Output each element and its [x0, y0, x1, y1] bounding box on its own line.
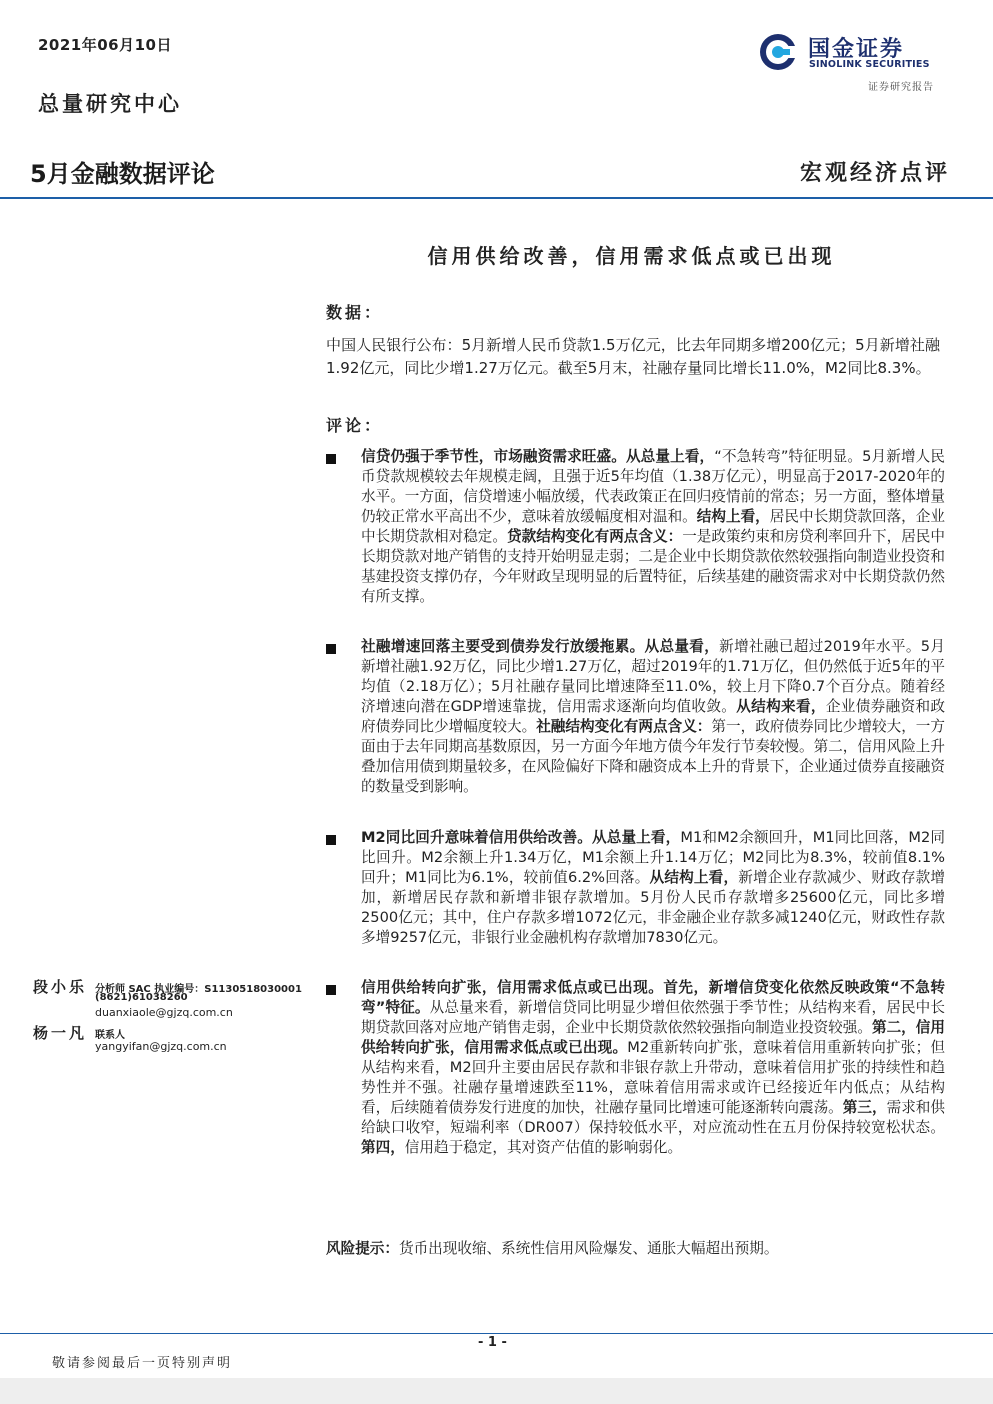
contact-role: 联系人 [95, 1030, 125, 1041]
department-name: 总量研究中心 [38, 91, 182, 116]
data-paragraph: 中国人民银行公布：5月新增人民币贷款1.5万亿元，比去年同期多增200亿元；5月新增社融1.92亿元，同比少增1.27万亿元。截至5月末，社融存量同比增长11.0%，M2同比8.3%。 [326, 336, 940, 377]
contact-email[interactable]: yangyifan@gjzq.com.cn [95, 1040, 227, 1053]
header-divider [0, 197, 993, 199]
bullet-paragraph [361, 978, 945, 1158]
bullet-text-segment: 第一，政府债券同比少增较大，一方面由于去年同期高基数原因，另一方面今年地方债今年发行节奏较慢。第二，信用风险上升叠加信用债到期量较多，在风险偏好下降和融资成本上升的背景下，企业通过债券直接融资的数量受到影响。 [361, 718, 945, 795]
bullet-lead: 信用供给转向扩张，信用需求低点或已出现。首先，新增信贷变化依然反映政策“不急转弯”特征。 [361, 979, 945, 1016]
bullet-square-icon [326, 835, 336, 845]
risk-note [326, 1238, 946, 1260]
report-title: 5月金融数据评论 [30, 160, 215, 188]
bullet-text-segment: 居民中长期贷款回落，企业中长期贷款相对稳定。 [361, 508, 945, 545]
company-logo [758, 30, 948, 76]
bullet-text-segment: 企业债券融资和政府债券同比少增幅度较大。 [361, 698, 945, 735]
risk-text: 货币出现收缩、系统性信用风险爆发、通胀大幅超出预期。 [398, 1240, 779, 1257]
bullet-text-segment: 新增企业存款减少、财政存款增加，新增居民存款和新增非银存款增加。5月份人民币存款增多25600亿元，同比多增2500亿元；其中，住户存款多增1072亿元，非金融企业存款多减1240亿元，财政性存款多增9257亿元，非银行业金融机构存款增加7830亿元。 [361, 869, 945, 946]
risk-label: 风险提示： [326, 1240, 399, 1257]
bullet-bold-segment: 从结构来看， [736, 698, 826, 715]
bullet-text-segment: M1和M2余额回升，M1同比回落，M2同比回升。M2余额上升1.34万亿，M1余额上升1.14万亿；M2同比为8.3%，较前值8.1%回升；M1同比为6.1%，较前值6.2%回落。 [361, 829, 945, 886]
bullet-bold-segment: 第三， [842, 1099, 887, 1116]
logo-english-text: SINOLINK SECURITIES [809, 59, 930, 70]
bullet-text-segment: 信用趋于稳定，其对资产估值的影响弱化。 [404, 1139, 683, 1156]
bullet-bold-segment: 从结构上看， [649, 869, 739, 886]
bullet-text-segment: 一是政策约束和房贷利率回升下，居民中长期贷款对地产销售的支持开始明显走弱；二是企业中长期贷款依然较强指向制造业投资和基建投资支撑仍存，今年财政呈现明显的后置特征，后续基建的融资需求对中长期贷款仍然有所支撑。 [361, 528, 945, 605]
bullet-bold-segment: 第二，信用供给转向扩张，信用需求低点或已出现。 [361, 1019, 945, 1056]
bullet-text-segment: “不急转弯”特征明显。5月新增人民币贷款规模较去年规模走阔，且强于近5年均值（1.38万亿元），明显高于2017-2020年的水平。一方面，信贷增速小幅放缓，代表政策正在回归疫情前的常态；另一方面，整体增量仍较正常水平高出不少，意味着放缓幅度相对温和。 [361, 448, 945, 525]
analyst-name: 段小乐 [33, 978, 88, 996]
bullet-lead: 信贷仍强于季节性，市场融资需求旺盛。从总量上看， [361, 448, 715, 465]
comment-heading: 评论： [326, 416, 384, 435]
analyst-role: 分析师 SAC 执业编号：S1130518030001 [95, 984, 302, 995]
analyst-email[interactable]: duanxiaole@gjzq.com.cn [95, 1006, 233, 1019]
bottom-band [0, 1378, 993, 1404]
bullet-text-segment: M2重新转向扩张，意味着信用重新转向扩张；但从结构来看，M2回升主要由居民存款和非银存款上升带动，意味着信用扩张的持续性和趋势性并不强。社融存量增速跌至11%，意味着信用需求或许已经接近年内低点；从结构看，后续随着债券发行进度的加快，社融存量同比增速可能逐渐转向震荡。 [361, 1039, 945, 1116]
data-heading: 数据： [326, 303, 384, 322]
analyst-phone: (8621)61038260 [95, 992, 188, 1003]
footer-disclaimer: 敬请参阅最后一页特别声明 [52, 1356, 233, 1371]
bullet-text-segment: 从总量来看，新增信贷同比明显少增但依然强于季节性；从结构来看，居民中长期贷款回落对应地产销售走弱，企业中长期贷款依然较强指向制造业投资较强。 [361, 999, 945, 1036]
bullet-text-segment: 需求和供给缺口收窄，短端利率（DR007）保持较低水平，对应流动性在五月份保持较宽松状态。 [361, 1099, 945, 1136]
page-number: - 1 - [478, 1335, 507, 1350]
bullet-square-icon [326, 985, 336, 995]
bullet-square-icon [326, 644, 336, 654]
bullet-bold-segment: 第四， [361, 1139, 405, 1156]
bullet-square-icon [326, 454, 336, 464]
report-subtitle: 信用供给改善，信用需求低点或已出现 [427, 244, 836, 268]
bullet-paragraph [361, 637, 945, 797]
report-date: 2021年06月10日 [38, 36, 172, 54]
bullet-bold-segment: 贷款结构变化有两点含义： [507, 528, 683, 545]
bullet-text-segment: 新增社融已超过2019年水平。5月新增社融1.92万亿，同比少增1.27万亿，超过2019年的1.71万亿，但仍然低于近5年的平均值（2.18万亿）；5月社融存量同比增速降至11.0%，较上月下降0.7个百分点。随着经济增速向潜在GDP增速靠拢，信用需求逐渐向均值收敛。 [361, 638, 945, 715]
bullet-bold-segment: 社融结构变化有两点含义： [536, 718, 712, 735]
bullet-bold-segment: 结构上看， [696, 508, 770, 525]
bullet-paragraph [361, 447, 945, 607]
bullet-lead: M2同比回升意味着信用供给改善。从总量上看， [361, 829, 681, 846]
contact-name: 杨一凡 [33, 1024, 88, 1042]
report-category: 宏观经济点评 [800, 160, 951, 186]
footer-divider [0, 1333, 993, 1334]
report-kind: 证券研究报告 [868, 82, 934, 93]
bullet-paragraph [361, 828, 945, 948]
logo-mark-icon [758, 32, 798, 72]
logo-chinese-text: 国金证券 [808, 37, 905, 62]
bullet-lead: 社融增速回落主要受到债券发行放缓拖累。从总量看， [361, 638, 720, 655]
